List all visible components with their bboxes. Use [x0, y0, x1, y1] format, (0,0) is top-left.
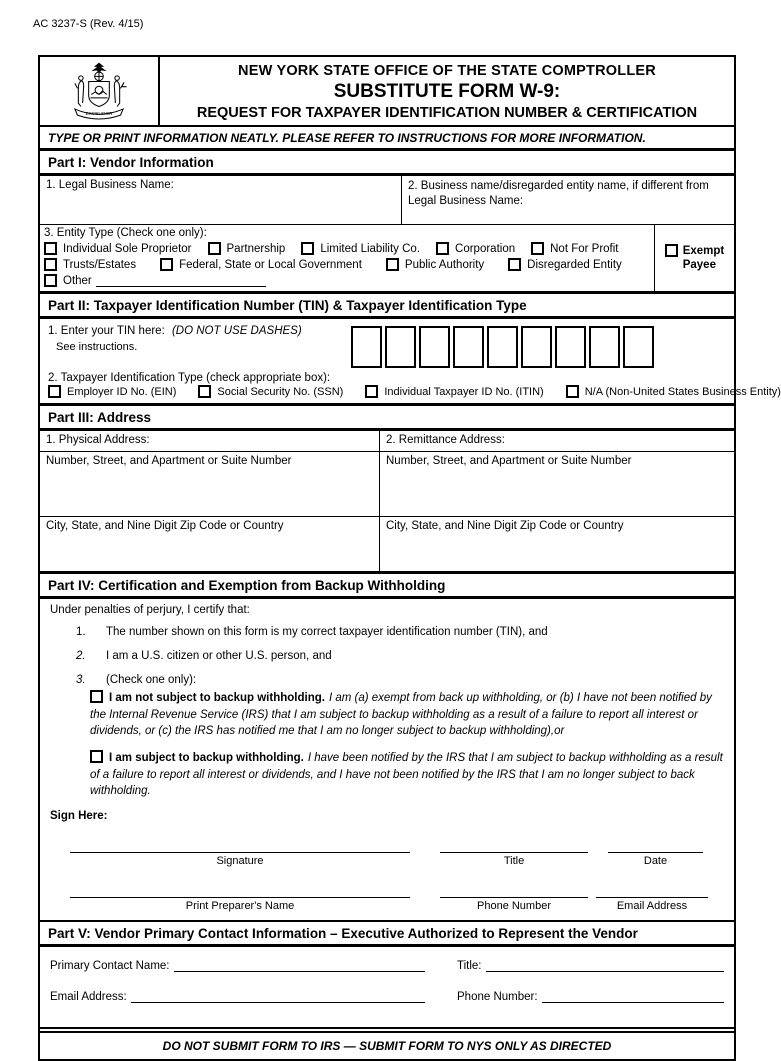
not-subject-backup-withholding-paragraph: I am not subject to backup withholding. I am (a) exempt from back up withholding, or (b) I have not been notified by the Internal Revenue Service (IRS) that I am subject to backup withholding as a result of a failure to report all interest or dividends, or (c) the IRS has notified me that I am no longer subject to backup withholding),or [90, 692, 712, 738]
certification-item-1: 1. The number shown on this form is my correct taxpayer identification number (TIN), and [76, 626, 548, 638]
address-street-row [40, 452, 734, 517]
checkbox-limited-liability-co[interactable] [301, 242, 314, 255]
entity-option-partnership: Partnership [208, 242, 286, 255]
entity-type-label: 3. Entity Type (Check one only): [44, 227, 207, 239]
part2-content [40, 319, 781, 406]
part5-header: Part V: Vendor Primary Contact Information – Executive Authorized to Represent the Vendor [40, 922, 734, 947]
checkbox-disregarded-entity[interactable] [508, 258, 521, 271]
contact-email-field: Email Address: [50, 990, 425, 1003]
preparer-name-field: Print Preparer's Name [70, 887, 410, 912]
tin-digit-box-4[interactable] [453, 326, 484, 368]
primary-contact-name-field: Primary Contact Name: [50, 959, 425, 972]
checkbox-corporation[interactable] [436, 242, 449, 255]
part3-header: Part III: Address [40, 406, 734, 431]
checkbox-exempt-payee[interactable] [665, 244, 678, 257]
contact-title-line[interactable] [486, 959, 725, 972]
entity-option-public-authority: Public Authority [386, 258, 484, 271]
checkbox-federal-state-local-government[interactable] [160, 258, 173, 271]
legal-business-name-field[interactable]: 1. Legal Business Name: [40, 176, 402, 224]
date-field: Date [608, 842, 703, 867]
tin-no-dashes-note: (DO NOT USE DASHES) [171, 325, 302, 337]
contact-email-line[interactable] [131, 990, 425, 1003]
part1-header: Part I: Vendor Information [40, 151, 734, 176]
title-line[interactable] [440, 842, 588, 853]
phone-number-line[interactable] [440, 887, 588, 898]
tin-digit-box-1[interactable] [351, 326, 382, 368]
tin-digit-boxes [351, 326, 654, 368]
phone-number-field: Phone Number [440, 887, 588, 912]
entity-option-government: Federal, State or Local Government [160, 258, 362, 271]
other-entity-input-line[interactable] [96, 274, 266, 287]
certification-item-3: 3. (Check one only): [76, 674, 197, 686]
tin-see-instructions: See instructions. [56, 340, 138, 353]
physical-address-label: 1. Physical Address: [40, 431, 380, 451]
taxpayer-id-type-label: 2. Taxpayer Identification Type (check appropriate box): [48, 372, 331, 384]
tin-digit-box-9[interactable] [623, 326, 654, 368]
primary-contact-name-line[interactable] [174, 959, 425, 972]
checkbox-partnership[interactable] [208, 242, 221, 255]
checkbox-not-subject-backup-withholding[interactable] [90, 690, 103, 703]
entity-type-cell [40, 225, 654, 291]
tin-digit-box-8[interactable] [589, 326, 620, 368]
subject-backup-withholding-paragraph: I am subject to backup withholding. I have been notified by the IRS that I am subject to backup withholding as a result of a failure to report all interest or dividends, and I have not been notified by the IRS that I am no longer subject to back withholding. [90, 752, 723, 798]
entity-option-other: Other [44, 274, 92, 287]
part4-header: Part IV: Certification and Exemption from Backup Withholding [40, 574, 734, 599]
signature-field: Signature [70, 842, 410, 867]
address-city-row [40, 517, 734, 574]
type-option-ssn: Social Security No. (SSN) [198, 385, 343, 398]
w9-form [38, 55, 781, 1061]
physical-city-field[interactable]: City, State, and Nine Digit Zip Code or Country [40, 517, 380, 571]
title-block [160, 57, 734, 125]
checkbox-other[interactable] [44, 274, 57, 287]
remittance-address-label: 2. Remittance Address: [386, 434, 505, 446]
form-subtitle: REQUEST FOR TAXPAYER IDENTIFICATION NUMBER & CERTIFICATION [196, 104, 698, 121]
checkbox-not-for-profit[interactable] [531, 242, 544, 255]
email-address-line[interactable] [596, 887, 708, 898]
checkbox-itin[interactable] [365, 385, 378, 398]
entity-option-llc: Limited Liability Co. [301, 242, 420, 255]
email-address-field: Email Address [596, 887, 708, 912]
part2-header: Part II: Taxpayer Identification Number (TIN) & Taxpayer Identification Type [40, 294, 734, 319]
signature-line[interactable] [70, 842, 410, 853]
date-line[interactable] [608, 842, 703, 853]
contact-phone-field: Phone Number: [457, 990, 724, 1003]
type-option-itin: Individual Taxpayer ID No. (ITIN) [365, 385, 543, 398]
type-option-ein: Employer ID No. (EIN) [48, 385, 176, 398]
agency-name: NEW YORK STATE OFFICE OF THE STATE COMPTROLLER [238, 63, 656, 79]
tin-digit-box-2[interactable] [385, 326, 416, 368]
remittance-street-field[interactable]: Number, Street, and Apartment or Suite Number [386, 455, 632, 467]
document-reference: AC 3237-S (Rev. 4/15) [33, 18, 144, 30]
address-label-row [40, 431, 734, 452]
tin-digit-box-7[interactable] [555, 326, 586, 368]
signature-row-2 [70, 887, 724, 912]
checkbox-na-non-us[interactable] [566, 385, 579, 398]
entity-type-row [40, 225, 734, 294]
instructions-banner: TYPE OR PRINT INFORMATION NEATLY. PLEASE REFER TO INSTRUCTIONS FOR MORE INFORMATION. [40, 127, 734, 151]
title-field: Title [440, 842, 588, 867]
entity-options-row2 [44, 258, 650, 271]
form-header [40, 57, 734, 127]
preparer-name-line[interactable] [70, 887, 410, 898]
remittance-city-field[interactable]: City, State, and Nine Digit Zip Code or Country [386, 520, 624, 532]
signature-row-1 [70, 842, 724, 867]
seal-motto: EXCELSIOR [85, 112, 113, 118]
sign-here-label: Sign Here: [50, 810, 108, 823]
type-option-na: N/A (Non-United States Business Entity) [566, 385, 781, 398]
entity-option-not-for-profit: Not For Profit [531, 242, 618, 255]
part4-content [40, 599, 734, 922]
contact-title-field: Title: [457, 959, 724, 972]
contact-row-1 [50, 959, 724, 972]
exempt-payee-label: Exempt Payee [682, 244, 725, 271]
entity-option-trusts-estates: Trusts/Estates [44, 258, 136, 271]
checkbox-subject-backup-withholding[interactable] [90, 750, 103, 763]
nys-coat-of-arms-icon [55, 60, 143, 122]
tin-label: 1. Enter your TIN here: (DO NOT USE DASHES) See instructions. [48, 325, 302, 353]
entity-options-row1 [44, 242, 650, 255]
contact-phone-line[interactable] [542, 990, 724, 1003]
physical-street-field[interactable]: Number, Street, and Apartment or Suite Number [40, 452, 380, 516]
form-title: SUBSTITUTE FORM W-9: [333, 81, 561, 103]
checkbox-ssn[interactable] [198, 385, 211, 398]
checkbox-individual-sole-proprietor[interactable] [44, 242, 57, 255]
tin-digit-box-3[interactable] [419, 326, 450, 368]
checkbox-ein[interactable] [48, 385, 61, 398]
entity-option-individual: Individual Sole Proprietor [44, 242, 192, 255]
taxpayer-id-type-options [48, 385, 781, 398]
exempt-payee-cell [654, 225, 734, 291]
certification-intro: Under penalties of perjury, I certify that: [50, 604, 250, 616]
entity-options-row3 [44, 274, 650, 287]
entity-option-corporation: Corporation [436, 242, 515, 255]
logo-cell [40, 57, 160, 125]
tin-digit-box-5[interactable] [487, 326, 518, 368]
business-name-field[interactable]: 2. Business name/disregarded entity name, if different from Legal Business Name: [408, 180, 709, 207]
tin-row [48, 324, 726, 368]
do-not-submit-footer: DO NOT SUBMIT FORM TO IRS — SUBMIT FORM TO NYS ONLY AS DIRECTED [40, 1031, 734, 1059]
tin-digit-box-6[interactable] [521, 326, 552, 368]
checkbox-public-authority[interactable] [386, 258, 399, 271]
part1-name-row [40, 176, 734, 225]
entity-option-disregarded-entity: Disregarded Entity [508, 258, 622, 271]
checkbox-trusts-estates[interactable] [44, 258, 57, 271]
contact-row-2 [50, 990, 724, 1003]
certification-item-2: 2. I am a U.S. citizen or other U.S. person, and [76, 650, 332, 662]
part5-content [40, 947, 734, 1029]
